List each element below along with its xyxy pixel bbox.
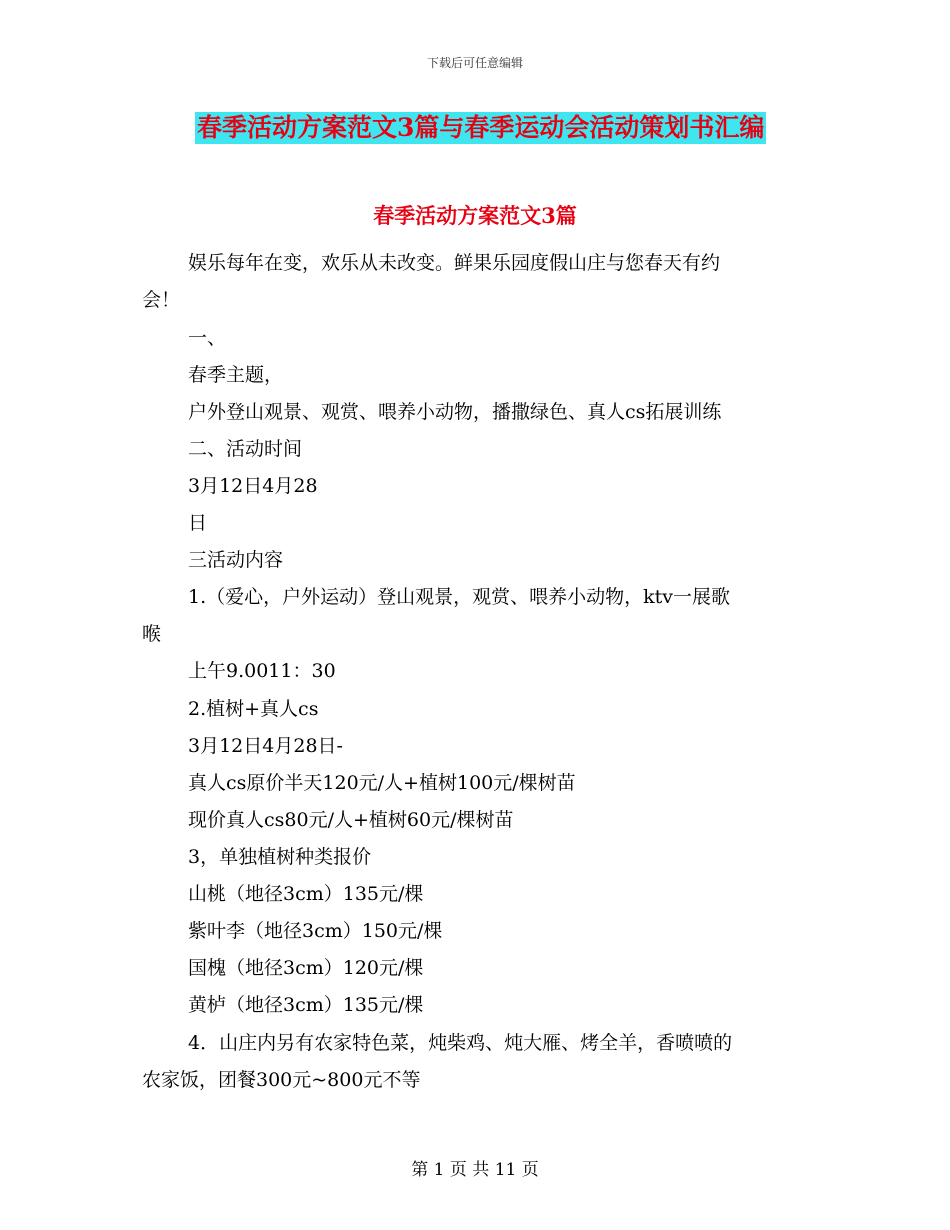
body-line: 喉 [142, 623, 162, 645]
body-line: 紫叶李（地径3cm）150元/棵 [188, 920, 443, 942]
body-line: 二、活动时间 [188, 438, 303, 460]
body-line: 2.植树+真人cs [188, 698, 319, 720]
body-line: 现价真人cs80元/人+植树60元/棵树苗 [188, 809, 514, 831]
body-line: 一、 [188, 327, 227, 349]
body-line: 上午9.0011：30 [188, 660, 336, 682]
page-number-footer: 第 1 页 共 11 页 [411, 1160, 539, 1180]
body-line: 4．山庄内另有农家特色菜，炖柴鸡、炖大雁、烤全羊，香喷喷的 [188, 1032, 733, 1054]
body-line: 黄栌（地径3cm）135元/棵 [188, 994, 424, 1016]
body-line: 3月12日4月28 [188, 475, 318, 497]
body-line: 农家饭，团餐300元~800元不等 [142, 1069, 421, 1091]
body-line: 国槐（地径3cm）120元/棵 [188, 957, 424, 979]
section-title: 春季活动方案范文3篇 [373, 203, 577, 228]
page-header-note: 下载后可任意编辑 [426, 56, 523, 70]
body-line: 1.（爱心，户外运动）登山观景，观赏、喂养小动物，ktv一展歌 [188, 586, 731, 608]
body-line: 娱乐每年在变，欢乐从未改变。鲜果乐园度假山庄与您春天有约 [188, 252, 721, 274]
document-title: 春季活动方案范文3篇与春季运动会活动策划书汇编 [197, 113, 765, 142]
body-line: 山桃（地径3cm）135元/棵 [188, 883, 424, 905]
body-line: 3，单独植树种类报价 [188, 846, 372, 868]
body-line: 日 [188, 512, 208, 534]
body-line: 户外登山观景、观赏、喂养小动物，播撒绿色、真人cs拓展训练 [188, 401, 722, 423]
body-line: 三活动内容 [188, 549, 284, 571]
body-line: 3月12日4月28日- [188, 735, 343, 757]
body-line: 春季主题， [188, 364, 284, 386]
body-line: 真人cs原价半天120元/人+植树100元/棵树苗 [188, 772, 576, 794]
body-line: 会！ [142, 289, 181, 311]
